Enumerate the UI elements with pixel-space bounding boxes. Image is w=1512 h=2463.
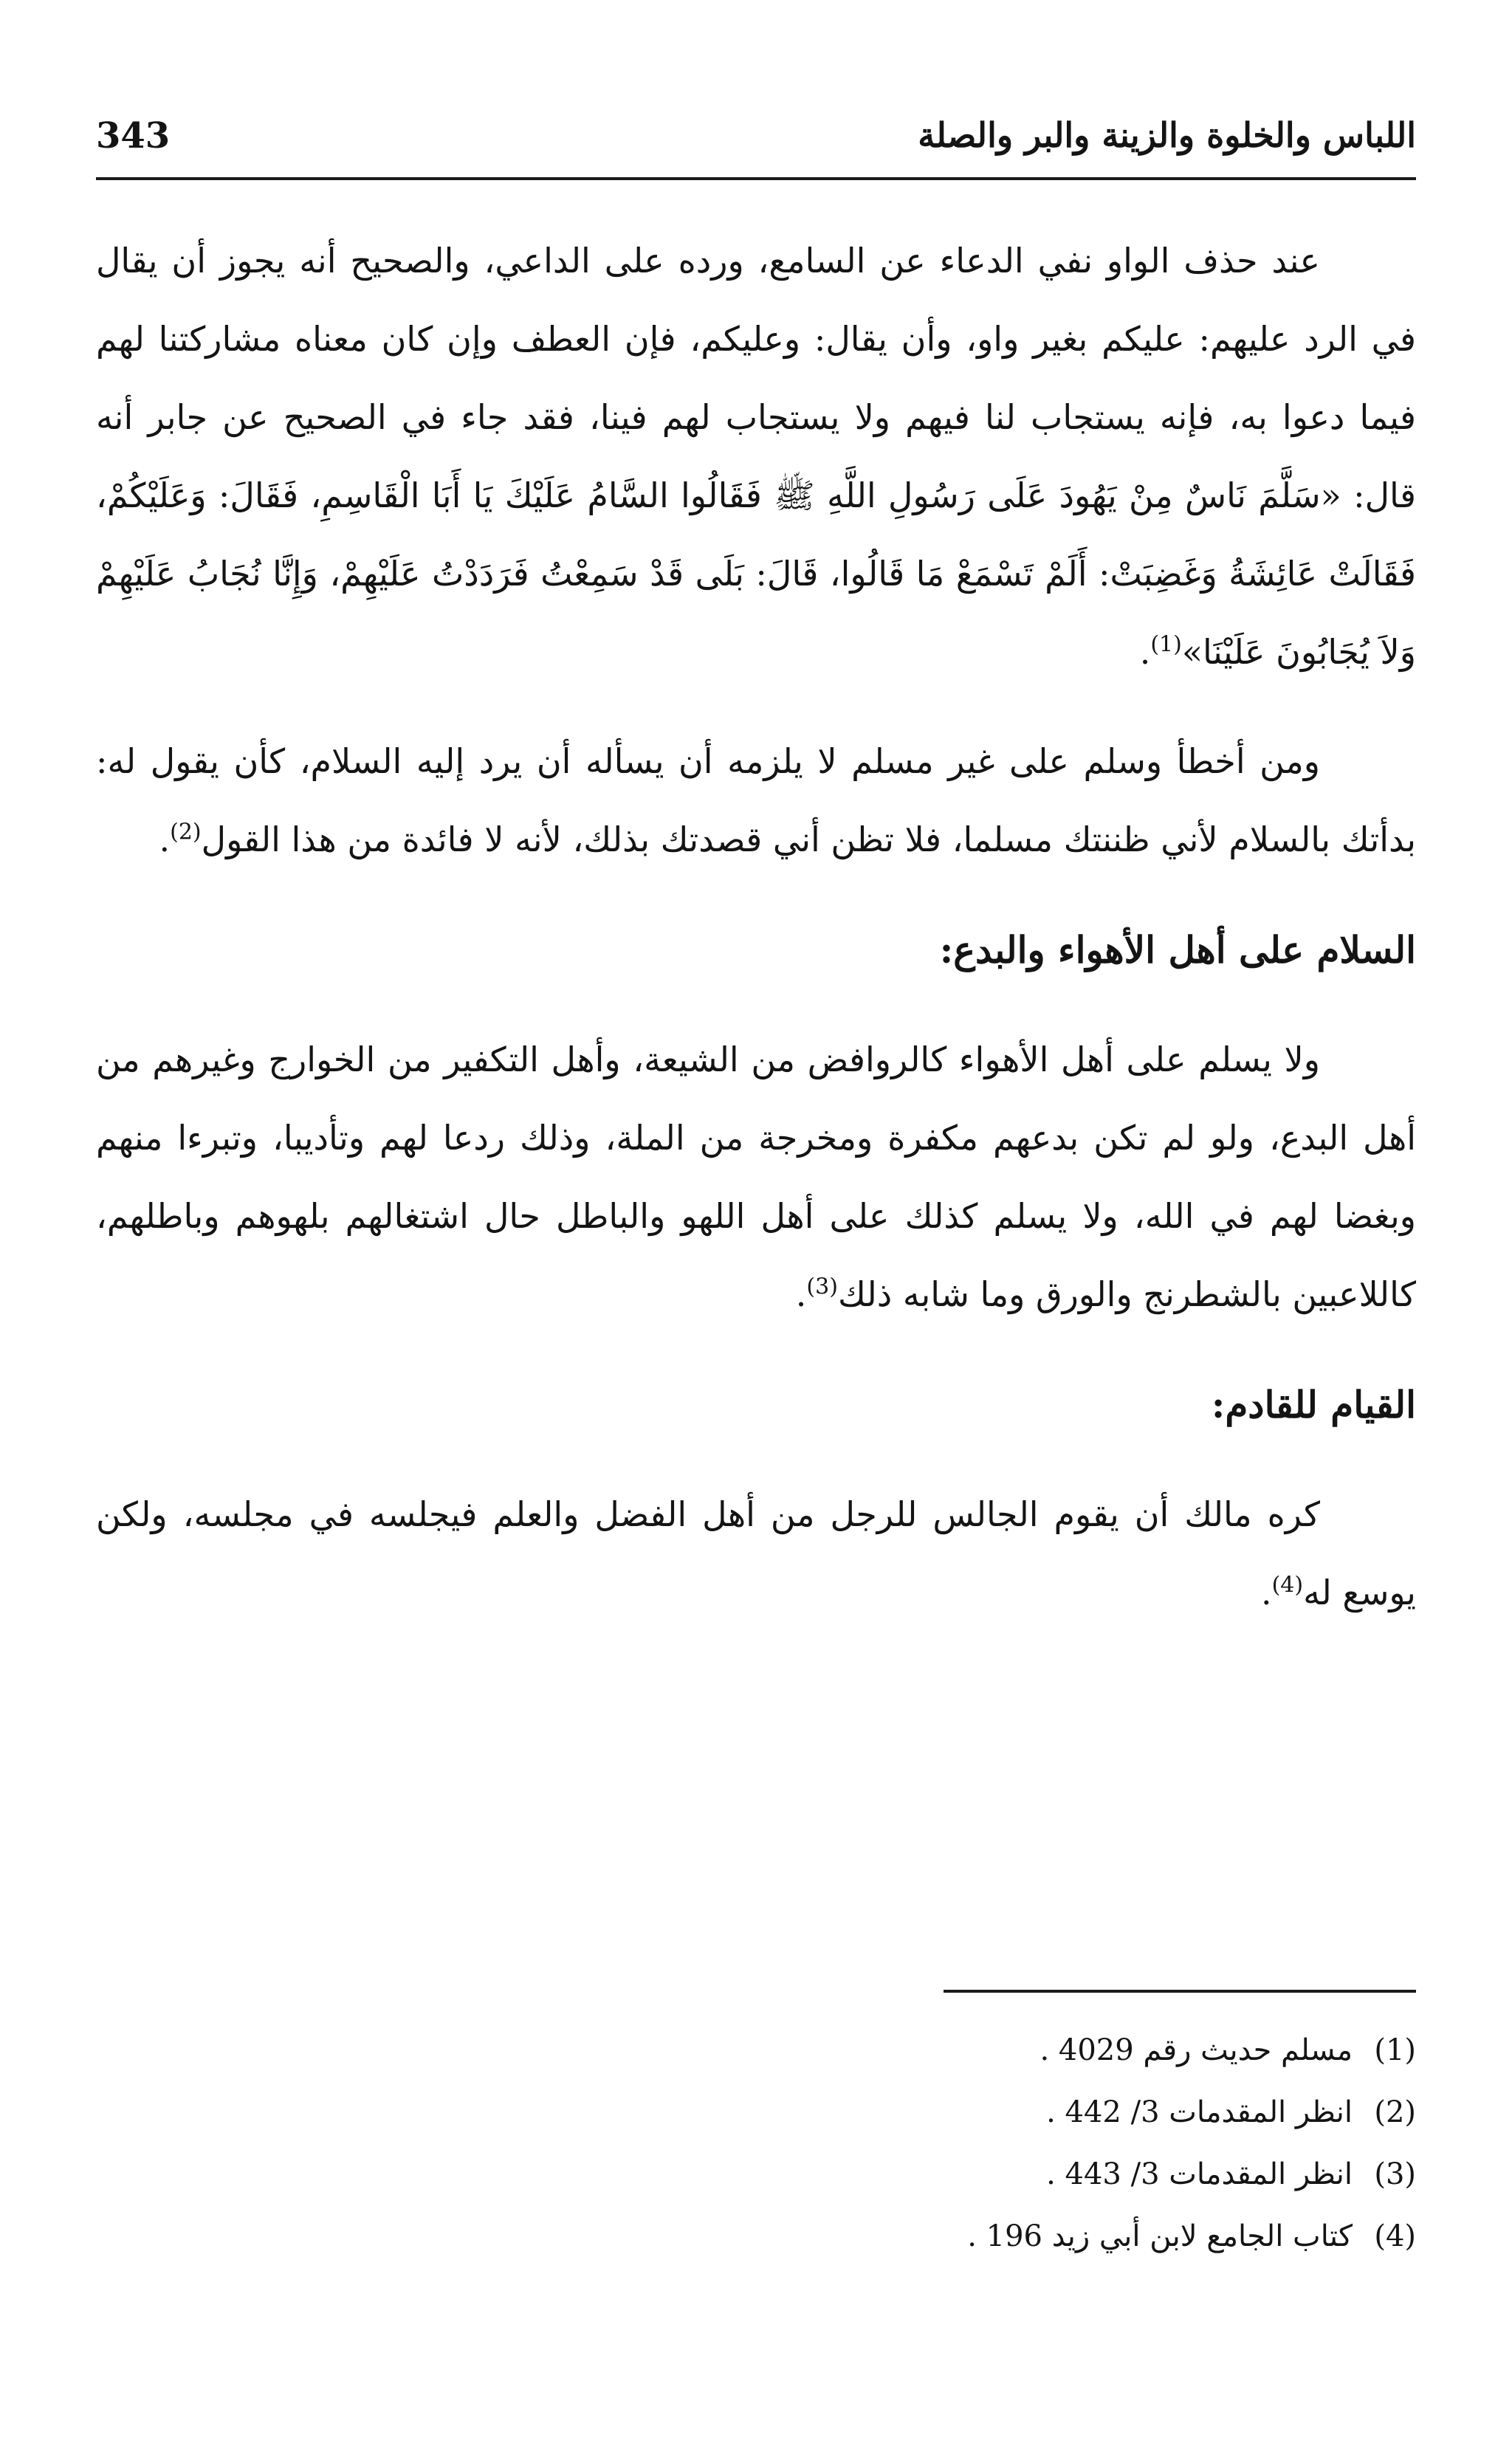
footnote-marker: (2) <box>1374 2095 1416 2129</box>
paragraph-2 <box>96 722 1416 879</box>
paragraph-1-end: . <box>1139 632 1151 672</box>
footnote-item <box>96 2081 1416 2143</box>
paragraph-4-end: . <box>1260 1573 1272 1612</box>
footnote-marker: (1) <box>1374 2033 1416 2067</box>
footnote-ref-1: (1) <box>1150 631 1182 658</box>
section-heading-1: السلام على أهل الأهواء والبدع: <box>939 928 1416 972</box>
paragraph-2-text: ومن أخطأ وسلم على غير مسلم لا يلزمه أن يسأله أن يرد إليه السلام، كأن يقول له: بدأتك بالسلام لأني ظننتك مسلما، فلا تظن أني قصدتك بذلك، لأنه لا فائدة من هذا القول <box>96 741 1416 859</box>
footnote-item <box>96 2143 1416 2205</box>
paragraph-3-text: ولا يسلم على أهل الأهواء كالروافض من الشيعة، وأهل التكفير من الخوارج وغيرهم من أهل البدع، ولو لم تكن بدعهم مكفرة ومخرجة من الملة، وذلك ردعا لهم وتأديبا، وتبرءا منهم وبغضا لهم في الله، ولا يسلم كذلك على أهل اللهو والباطل حال اشتغالهم بلهوهم وباطلهم، كاللاعبين بالشطرنج والورق وما شابه ذلك <box>96 1040 1416 1314</box>
footnote-item <box>96 2019 1416 2081</box>
footnote-item <box>96 2205 1416 2267</box>
paragraph-3-end: . <box>795 1274 807 1314</box>
footnote-ref-3: (3) <box>806 1274 838 1300</box>
footnote-text: انظر المقدمات 3/ 443 . <box>1046 2157 1353 2191</box>
footnote-marker: (3) <box>1374 2157 1416 2191</box>
paragraph-4 <box>96 1475 1416 1632</box>
running-title: اللباس والخلوة والزينة والبر والصلة <box>918 115 1416 155</box>
main-text <box>96 221 1416 1632</box>
section-heading-2: القيام للقادم: <box>1211 1383 1416 1426</box>
paragraph-4-text: كره مالك أن يقوم الجالس للرجل من أهل الفضل والعلم فيجلسه في مجلسه، ولكن يوسع له <box>96 1494 1416 1612</box>
page-header <box>96 111 1416 180</box>
footnote-text: كتاب الجامع لابن أبي زيد 196 . <box>967 2219 1353 2253</box>
hadith-quote: «سَلَّمَ نَاسٌ مِنْ يَهُودَ عَلَى رَسُولِ اللَّهِ ﷺ فَقَالُوا السَّامُ عَلَيْكَ يَا أَبَا الْقَاسِمِ، فَقَالَ: وَعَلَيْكُمْ، فَقَالَتْ عَائِشَةُ وَغَضِبَتْ: أَلَمْ تَسْمَعْ مَا قَالُوا، قَالَ: بَلَى قَدْ سَمِعْتُ فَرَدَدْتُ عَلَيْهِمْ، وَإِنَّا نُجَابُ عَلَيْهِمْ وَلاَ يُجَابُونَ عَلَيْنَا» <box>96 475 1416 672</box>
page-number: 343 <box>96 115 171 157</box>
footnote-text: مسلم حديث رقم 4029 . <box>1040 2033 1353 2067</box>
footnote-marker: (4) <box>1374 2219 1416 2253</box>
footnote-text: انظر المقدمات 3/ 442 . <box>1046 2095 1353 2129</box>
footnote-ref-2: (2) <box>170 819 202 845</box>
footnotes <box>96 2019 1416 2267</box>
paragraph-2-end: . <box>159 820 171 859</box>
paragraph-1 <box>96 221 1416 691</box>
paragraph-3 <box>96 1020 1416 1333</box>
footnote-ref-4: (4) <box>1271 1572 1304 1598</box>
paragraph-1-text: عند حذف الواو نفي الدعاء عن السامع، ورده على الداعي، والصحيح أنه يجوز أن يقال في الرد عليهم: عليكم بغير واو، وأن يقال: وعليكم، فإن العطف وإن كان معناه مشاركتنا لهم فيما دعوا به، فإنه يستجاب لنا فيهم ولا يستجاب لهم فينا، فقد جاء في الصحيح عن جابر أنه قال: <box>96 241 1416 515</box>
footnote-separator <box>944 1990 1416 1993</box>
